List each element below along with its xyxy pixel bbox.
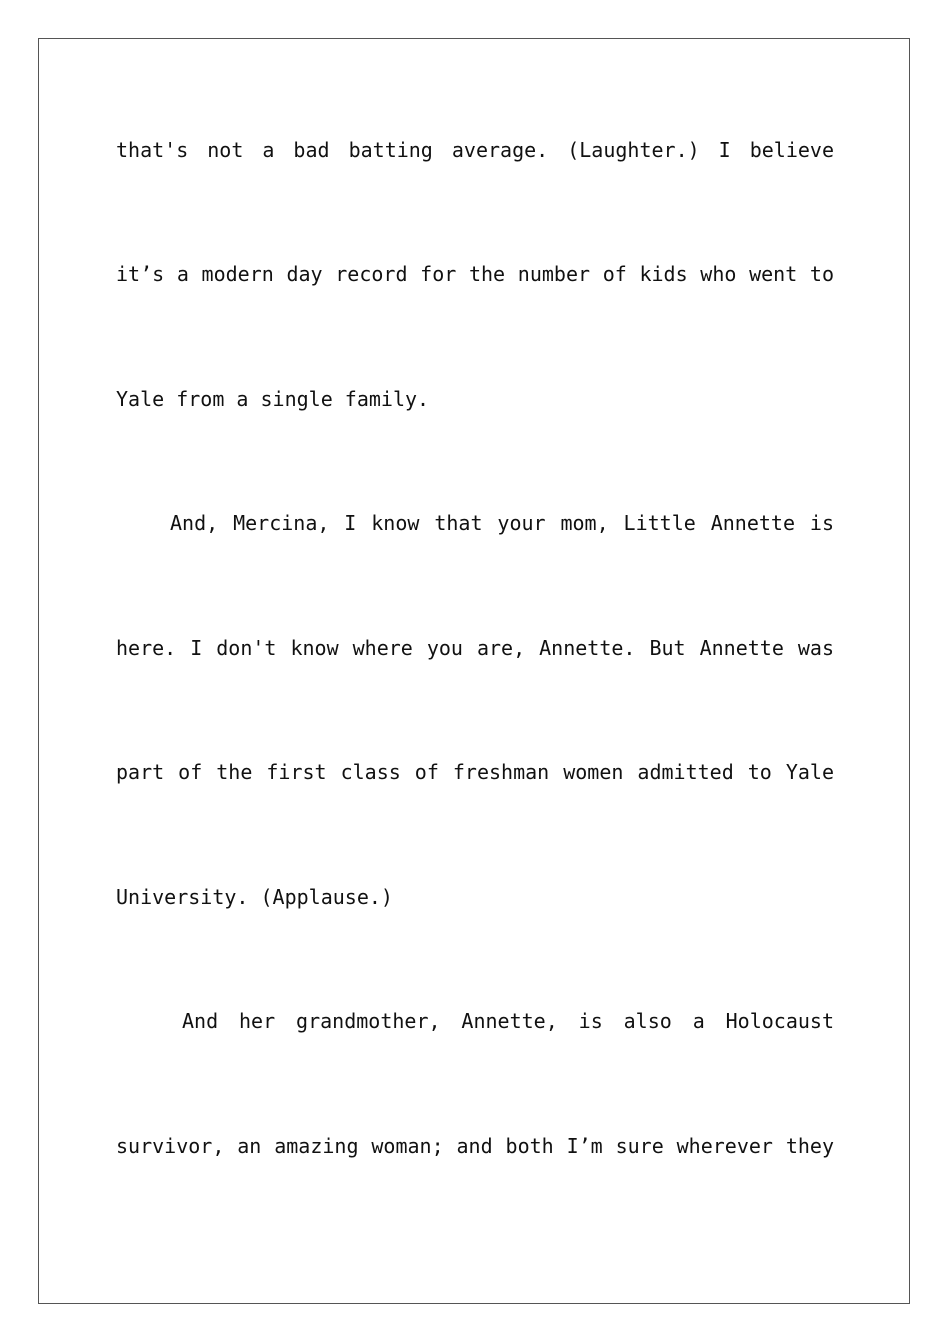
text-line: here. I don't know where you are, Annette. But Annette was (116, 636, 834, 660)
text-line: University. (Applause.) (116, 885, 393, 909)
text-line: And, Mercina, I know that your mom, Little Annette is (170, 511, 834, 535)
text-line: it’s a modern day record for the number of kids who went to (116, 262, 834, 286)
text-line: Yale from a single family. (116, 387, 430, 411)
text-line: And her grandmother, Annette, is also a Holocaust (182, 1009, 834, 1033)
text-line: survivor, an amazing woman; and both I’m sure wherever they (116, 1134, 834, 1158)
text-line: that's not a bad batting average. (Laughter.) I believe (116, 138, 834, 162)
page-border (38, 38, 910, 1304)
text-line: part of the first class of freshman women admitted to Yale (116, 760, 834, 784)
